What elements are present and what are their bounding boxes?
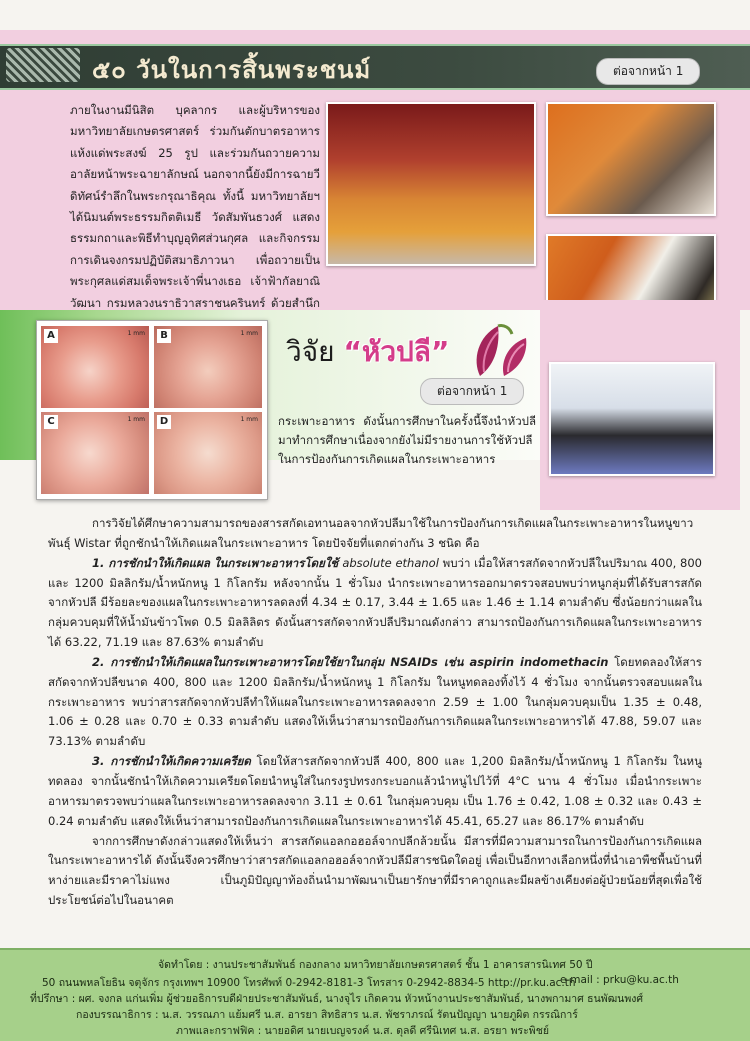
footer-address: 50 ถนนพหลโยธิน จตุจักร กรุงเทพฯ 10900 โทรศัพท์ 0-2942-8181-3 โทรสาร 0-2942-8834-5 http://pr.ku.ac.th — [42, 977, 576, 989]
footer-publisher: จัดทำโดย : งานประชาสัมพันธ์ กองกลาง มหาวิทยาลัยเกษตรศาสตร์ ชั้น 1 อาคารสารนิเทศ 50 ปี — [158, 959, 593, 971]
method-stress: 3. การชักนำให้เกิดความเครียด โดยให้สารสกัดจากหัวปลี 400, 800 และ 1,200 มิลลิกรัม/น้ำหนักหนู 1 กิโลกรัม ในหนูทดลอง จากนั้นชักนำให้เกิดความเครียดโดยนำหนูใส่ในกรงรูปทรงกระบอกแล้วนำหนูไปไว้ที่ 4°C นาน 4 ชั่วโมง เมื่อนำกระเพาะอาหารมาตรวจพบว่าแผลในกระเพาะอาหารลดลงจาก 3.11 ± 0.61 ในกลุ่มควบคุม เป็น 1.76 ± 0.42, 1.08 ± 0.32 และ 0.43 ± 0.24 ตามลำดับ แสดงให้เห็นว่าสามารถป้องกันการเกิดแผลในกระเพาะอาหารได้ 45.41, 65.27 และ 86.17% ตามลำดับ — [48, 754, 702, 828]
footer-email[interactable]: e-mail : prku@ku.ac.th — [560, 974, 679, 986]
scale-label: 1 mm — [127, 416, 145, 423]
banana-blossom-icon — [470, 322, 536, 378]
alms-offering-photo — [546, 102, 716, 216]
footer-graphics: ภาพและกราฟฟิค : นายอดิศ นายเบญจรงค์ น.ส. ดุลดี ศรีนิเทศ น.ส. อรยา พระพิชย์ — [176, 1025, 549, 1037]
thai-ornament-icon — [6, 48, 80, 82]
micrograph-label: A — [44, 329, 58, 343]
stomach-micrograph-panel — [36, 320, 268, 500]
research-intro: กระเพาะอาหาร ดังนั้นการศึกษาในครั้งนี้จึงนำหัวปลีมาทำการศึกษาเนื่องจากยังไม่มีรายงานการใช้หัวปลีในการป้องกันการเกิดแผลในกระเพาะอาหาร — [278, 414, 536, 467]
micrograph-a — [41, 326, 149, 408]
banner-title: ๕๐ วันในการสิ้นพระชนม์ — [92, 56, 372, 84]
footer-advisors: ที่ปรึกษา : ผศ. จงกล แก่นเพิ่ม ผู้ช่วยอธิการบดีฝ่ายประชาสัมพันธ์, นางจุไร เกิดควน หัวหน้างานประชาสัมพันธ์, นางพกามาศ ธนพัฒนพงศ์ — [30, 993, 644, 1005]
method-nsaids: 2. การชักนำให้เกิดแผลในกระเพาะอาหารโดยใช้ยาในกลุ่ม NSAIDs เช่น aspirin indomethacin โดยทดลองให้สารสกัดจากหัวปลีขนาด 400, 800 และ 1200 มิลลิกรัม/น้ำหนักหนู 1 กิโลกรัม ในหนูทดลองทิ้งไว้ 4 ชั่วโมง จากนั้นตรวจสอบแผลในกระเพาะอาหาร พบว่าสารสกัดจากหัวปลีทำให้แผลในกระเพาะอาหารลดลงจาก 2.59 ± 1.00 ในกลุ่มควบคุมเป็น 1.35 ± 0.48, 1.06 ± 0.28 และ 0.70 ± 0.33 ตามลำดับ แสดงให้เห็นว่าสามารถป้องกันการเกิดแผลในกระเพาะอาหารได้ 47.88, 59.07 และ 73.13% ตามลำดับ — [48, 654, 702, 749]
research-heading — [286, 330, 449, 374]
heading-highlight: “หัวปลี” — [343, 335, 450, 368]
micrograph-label: D — [157, 415, 171, 429]
micrograph-label: B — [157, 329, 171, 343]
micrograph-c — [41, 412, 149, 494]
scale-label: 1 mm — [240, 416, 258, 423]
monks-ceremony-photo — [326, 102, 536, 266]
scale-label: 1 mm — [240, 330, 258, 337]
continue-from-page-badge: ต่อจากหน้า 1 — [596, 58, 700, 85]
meditation-hall-photo — [549, 362, 715, 476]
micrograph-label: C — [44, 415, 58, 429]
heading-prefix: วิจัย — [286, 335, 335, 368]
footer — [0, 948, 750, 1041]
continue-from-page-badge: ต่อจากหน้า 1 — [420, 378, 524, 405]
conclusion-paragraph: จากการศึกษาดังกล่าวแสดงให้เห็นว่า สารสกัดแอลกอฮอล์จากปลีกล้วยนั้น มีสารที่มีความสามารถในการป้องกันการเกิดแผลในกระเพาะอาหารได้ ดังนั้นจึงควรศึกษาว่าสารสกัดแอลกอฮอล์จากหัวปลีมีสารชนิดใดอยู่ เพื่อเป็นอีกทางเลือกหนึ่งที่นำเอาพืชพื้นบ้านที่หาง่ายและมีราคาไม่แพง เป็นภูมิปัญญาท้องถิ่นนำมาพัฒนาเป็นยารักษาที่มีราคาถูกและมีผลข้างเคียงต่อผู้ป่วยน้อยที่สุดเพื่อใช้ประโยชน์ต่อไปในอนาคต — [48, 833, 702, 908]
article-body — [48, 514, 702, 911]
footer-editors: กองบรรณาธิการ : น.ส. วรรณภา แย้มศรี น.ส. อารยา สิทธิสาร น.ส. พัชราภรณ์ รัตนปัญญา นายภูผิต กรรณิการ์ — [76, 1009, 578, 1021]
scale-label: 1 mm — [127, 330, 145, 337]
ceremony-paragraph: ภายในงานมีนิสิต บุคลากร และผู้บริหารของมหาวิทยาลัยเกษตรศาสตร์ ร่วมกันตักบาตรอาหารแห้งแด่พระสงฆ์ 25 รูป และร่วมกันถวายความอาลัยหน้าพระฉายาลักษณ์ นอกจากนี้ยังมีการฉายวีดิทัศน์รำลึกในพระกรุณาธิคุณ ทั้งนี้ มหาวิทยาลัยฯ ได้นิมนต์พระธรรมกิตติเมธี วัดสัมพันธวงศ์ แสดงธรรมกถาและพิธีทำบุญอุทิศส่วนกุศล และกิจกรรมการเดินจงกรมปฏิบัติสมาธิภาวนา เพื่อถวายเป็นพระกุศลแด่สมเด็จพระเจ้าพี่นางเธอ เจ้าฟ้ากัลยาณิวัฒนา กรมหลวงนราธิวาสราชนครินทร์ ด้วยสำนึก — [70, 103, 320, 310]
micrograph-b — [154, 326, 262, 408]
micrograph-d — [154, 412, 262, 494]
body-paragraph: การวิจัยได้ศึกษาความสามารถของสารสกัดเอทานอลจากหัวปลีมาใช้ในการป้องกันการเกิดแผลในกระเพาะอาหารในหนูขาวพันธุ์ Wistar ที่ถูกชักนำให้เกิดแผลในกระเพาะอาหาร โดยปัจจัยที่แตกต่างกัน 3 ชนิด คือ — [48, 516, 694, 550]
method-ethanol: 1. การชักนำให้เกิดแผล ในกระเพาะอาหารโดยใช้ absolute ethanol พบว่า เมื่อให้สารสกัดจากหัวปลีในปริมาณ 400, 800 และ 1200 มิลลิกรัม/น้ำหนักหนู 1 กิโลกรัม หลังจากนั้น 1 ชั่วโมง นำกระเพาะอาหารออกมาตรวจสอบพบว่าหนูกลุ่มที่ได้รับสารสกัดจากหัวปลี มีร้อยละของแผลในกระเพาะอาหารลดลงที่ 4.34 ± 0.17, 3.44 ± 1.65 และ 1.46 ± 1.14 ตามลำดับ ซึ่งน้อยกว่าแผลในกลุ่มควบคุมที่ให้น้ำมันข้าวโพด 0.5 มิลลิลิตร ดังนั้นสารสกัดจากหัวปลีปริมาณดังกล่าว สามารถป้องกันการเกิดแผลในกระเพาะอาหารได้ 63.22, 71.19 และ 87.63% ตามลำดับ — [48, 555, 702, 650]
